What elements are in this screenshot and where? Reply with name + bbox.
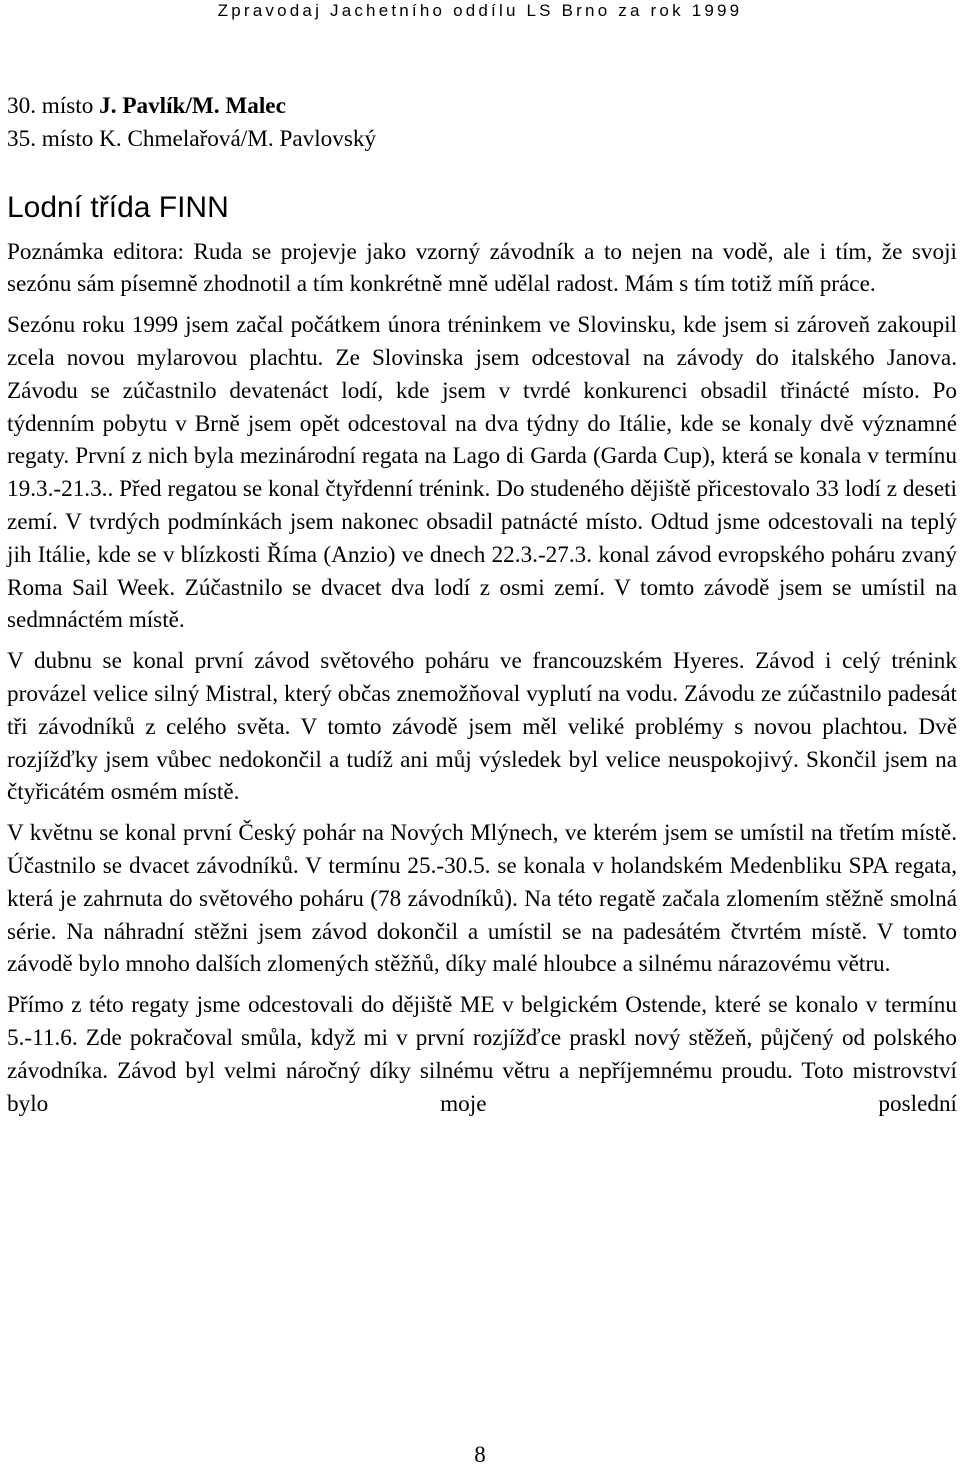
result-crew: J. Pavlík/M. Malec: [99, 93, 286, 119]
page-number: 8: [474, 1442, 486, 1467]
section-heading: Lodní třída FINN: [7, 190, 229, 224]
result-rank: 35. místo: [7, 125, 100, 152]
paragraph: V květnu se konal první Český pohár na Nových Mlýnech, ve kterém jsem se umístil na třetím místě. Účastnilo se dvacet závodníků. V termínu 25.-30.5. se konala v holandském Medenbliku SPA regata, která je zahrnuta do světového poháru (78 závodníků). Na této regatě začala zlomením stěžně smolná série. Na náhradní stěžni jsem závod dokončil a umístil se na padesátém čtvrtém místě. V tomto závodě bylo mnoho dalších zlomených stěžňů, díky malé hloubce a silnému nárazovému větru.: [7, 820, 957, 978]
paragraph: V dubnu se konal první závod světového poháru ve francouzském Hyeres. Závod i celý trénink provázel velice silný Mistral, který občas znemožňoval vyplutí na vodu. Závodu ze zúčastnilo padesát tři závodníků z celého světa. V tomto závodě jsem měl veliké problémy s novou plachtou. Dvě rozjížďky jsem vůbec nedokončil a tudíž ani můj výsledek byl velice neuspokojivý. Skončil jsem na čtyřicátém osmém místě.: [7, 648, 957, 806]
document-body: [7, 90, 957, 1128]
paragraph-editor-note: Poznámka editora: Ruda se projevje jako vzorný závodník a to nejen na vodě, ale i tím, že svoji sezónu sám písemně zhodnotil a tím konkrétně mně udělal radost. Mám s tím totiž míň práce.: [7, 238, 957, 298]
result-rank: 30. místo: [7, 93, 100, 119]
result-crew: K. Chmelařová/M. Pavlovský: [99, 125, 377, 152]
paragraph: Přímo z této regaty jsme odcestovali do dějiště ME v belgickém Ostende, které se konalo v termínu 5.-11.6. Zde pokračoval smůla, když mi v první rozjížďce praskl nový stěžeň, půjčený od polského závodníka. Závod byl velmi náročný díky silnému větru a nepříjemnému proudu. Toto mistrovství bylo moje poslední: [7, 992, 957, 1117]
result-line: [7, 90, 957, 123]
paragraph: Sezónu roku 1999 jsem začal počátkem února tréninkem ve Slovinsku, kde jsem si zároveň zakoupil zcela novou mylarovou plachtu. Ze Slovinska jsem odcestoval na závody do italského Janova. Závodu se zúčastnilo devatenáct lodí, kde jsem v tvrdé konkurenci obsadil třinácté místo. Po týdenním pobytu v Brně jsem opět odcestoval na dva týdny do Itálie, kde se konaly dvě významné regaty. První z nich byla mezinárodní regata na Lago di Garda (Garda Cup), která se konala v termínu 19.3.-21.3.. Před regatou se konal čtyřdenní trénink. Do studeného dějiště přicestovalo 33 lodí z deseti zemí. V tvrdých podmínkách jsem nakonec obsadil patnácté místo. Odtud jsme odcestovali na teplý jih Itálie, kde se v blízkosti Říma (Anzio) ve dnech 22.3.-27.3. konal závod evropského poháru zvaný Roma Sail Week. Zúčastnilo se dvacet dva lodí z osmi zemí. V tomto závodě jsem se umístil na sedmnáctém místě.: [7, 312, 957, 634]
result-line: [7, 123, 957, 156]
running-header: Zpravodaj Jachetního oddílu LS Brno za rok 1999: [217, 1, 743, 20]
